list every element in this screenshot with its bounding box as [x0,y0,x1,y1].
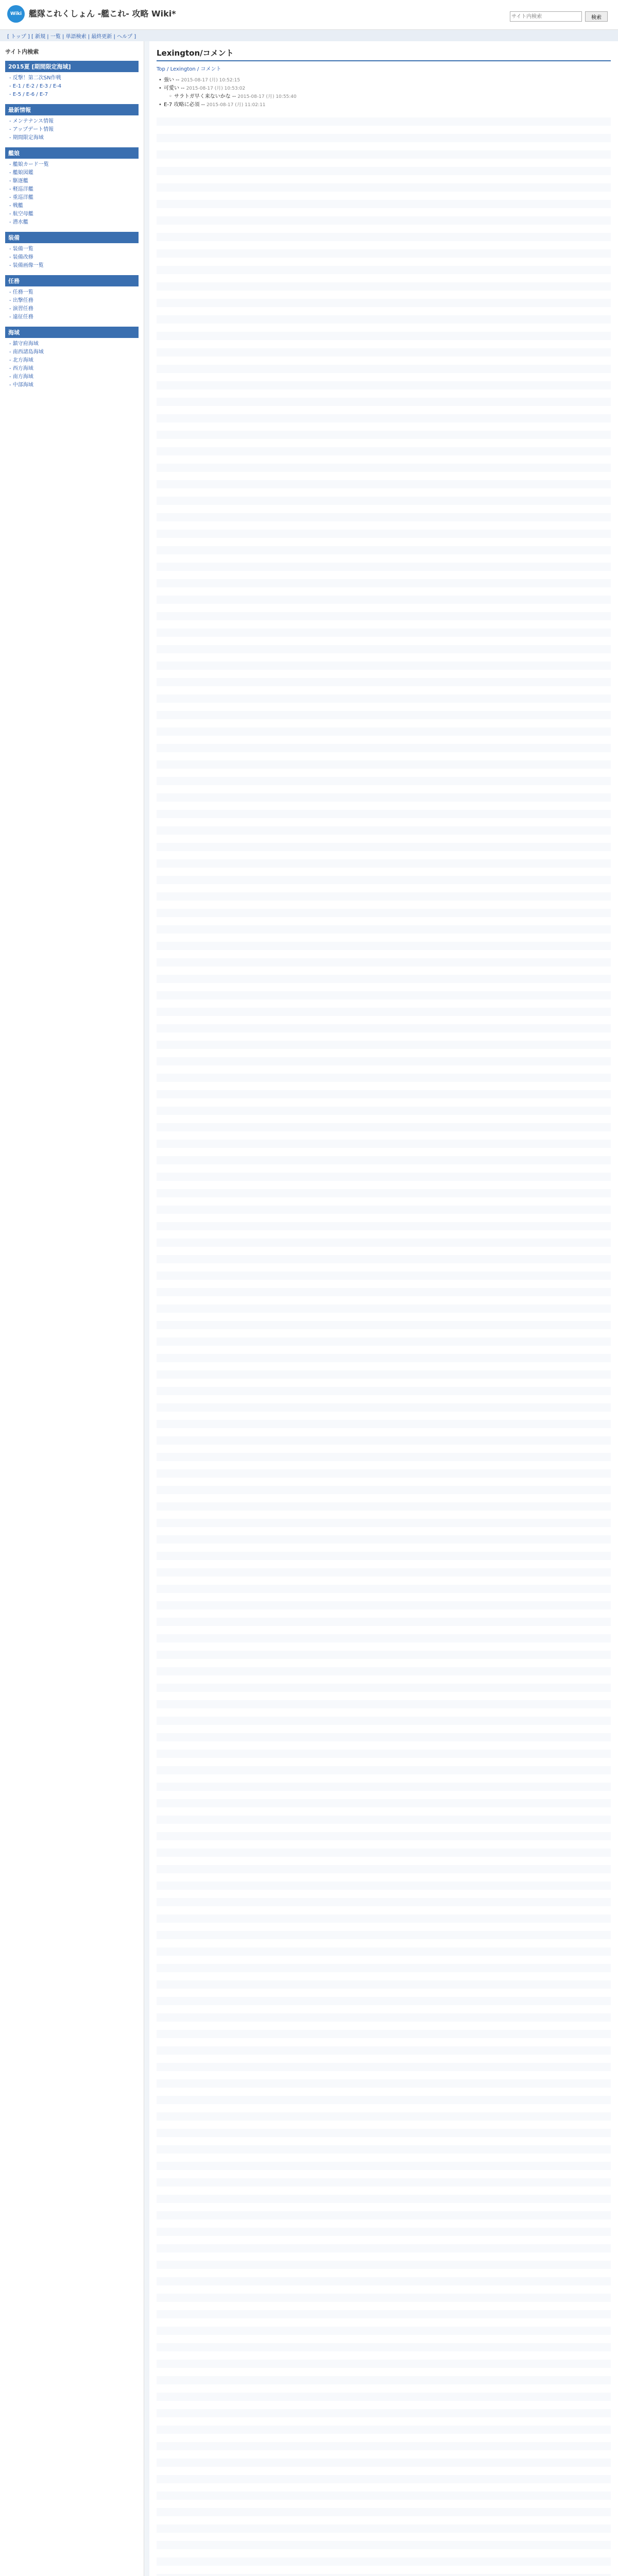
site-header [0,0,618,30]
sidebar-item[interactable]: - E-5 / E-6 / E-7 [9,92,48,97]
sidebar-section-head: 任務 [5,275,139,286]
sidebar-item[interactable]: - 重巡洋艦 [9,195,33,200]
comment-item [157,84,611,93]
comment-text: E-7 攻略に必須 -- [164,102,207,108]
sidebar-item[interactable]: - 反撃！第二次SN作戦 [9,75,61,81]
sidebar-item[interactable]: - 鎮守府海域 [9,341,39,347]
page-title: Lexington/コメント [157,45,611,61]
sidebar-section-head: 最新情報 [5,104,139,115]
comment-date: 2015-08-17 (月) 10:55:40 [237,94,297,99]
sidebar-item[interactable]: - 出撃任務 [9,298,33,303]
breadcrumb[interactable]: Top / Lexington / コメント [157,66,221,72]
sidebar-item[interactable]: - 任務一覧 [9,290,33,295]
sidebar-item[interactable]: - 遠征任務 [9,314,33,320]
sidebar-title: サイト内検索 [5,48,39,55]
sidebar-item[interactable]: - 西方海域 [9,366,33,371]
sidebar-item[interactable]: - 戦艦 [9,203,23,209]
sidebar-item[interactable]: - 演習任務 [9,306,33,312]
comment-date: 2015-08-17 (月) 11:02:11 [207,103,266,108]
sidebar-section-head: 艦娘 [5,147,139,159]
sidebar-item[interactable]: - 北方海域 [9,358,33,363]
search-input[interactable] [510,11,582,22]
comment-item [157,93,611,101]
sidebar-item[interactable]: - 航空母艦 [9,211,33,217]
sidebar-section-head: 2015夏 [期間限定海域] [5,61,139,72]
sidebar-item[interactable]: - 南西諸島海域 [9,349,44,355]
sidebar-item[interactable]: - 南方海域 [9,374,33,380]
sidebar-item[interactable]: - アップデート情報 [9,127,54,132]
comment-list-continuation [157,109,611,2576]
sidebar-item[interactable]: - 艦娘図鑑 [9,170,33,176]
comment-text: 可愛い -- [164,86,186,91]
comment-item [157,101,611,109]
top-navigation[interactable]: [ トップ ] [ 新規 | 一覧 | 単語検索 | 最終更新 | ヘルプ ] [0,30,618,41]
sidebar-item[interactable]: - 艦娘カード一覧 [9,162,49,167]
sidebar-item[interactable]: - 駆逐艦 [9,178,28,184]
sidebar-section-head: 海域 [5,327,139,338]
sidebar-item[interactable]: - 装備一覧 [9,246,33,252]
site-title[interactable]: 艦隊これくしょん -艦これ- 攻略 Wiki* [29,9,176,19]
comment-text: 強い -- [164,77,181,83]
sidebar-item[interactable]: - 中部海域 [9,382,33,388]
comment-item [157,76,611,84]
search-button[interactable]: 検索 [585,11,608,22]
sidebar-item[interactable]: - 軽巡洋艦 [9,187,33,192]
comment-text: サラトガ早く来ないかな -- [174,94,238,99]
site-logo[interactable]: Wiki [7,5,25,23]
sidebar-item[interactable]: - 装備改修 [9,255,33,260]
sidebar-item[interactable]: - 装備画像一覧 [9,263,44,268]
comment-date: 2015-08-17 (月) 10:52:15 [181,78,241,83]
sidebar-item[interactable]: - 潜水艦 [9,219,28,225]
comment-date: 2015-08-17 (月) 10:53:02 [186,86,246,91]
sidebar-item[interactable]: - E-1 / E-2 / E-3 / E-4 [9,83,62,89]
main-content [149,41,618,2576]
sidebar-section-head: 装備 [5,232,139,243]
sidebar-item[interactable]: - 期間限定海域 [9,135,44,141]
sidebar-item[interactable]: - メンテナンス情報 [9,118,54,124]
sidebar [0,41,144,2576]
